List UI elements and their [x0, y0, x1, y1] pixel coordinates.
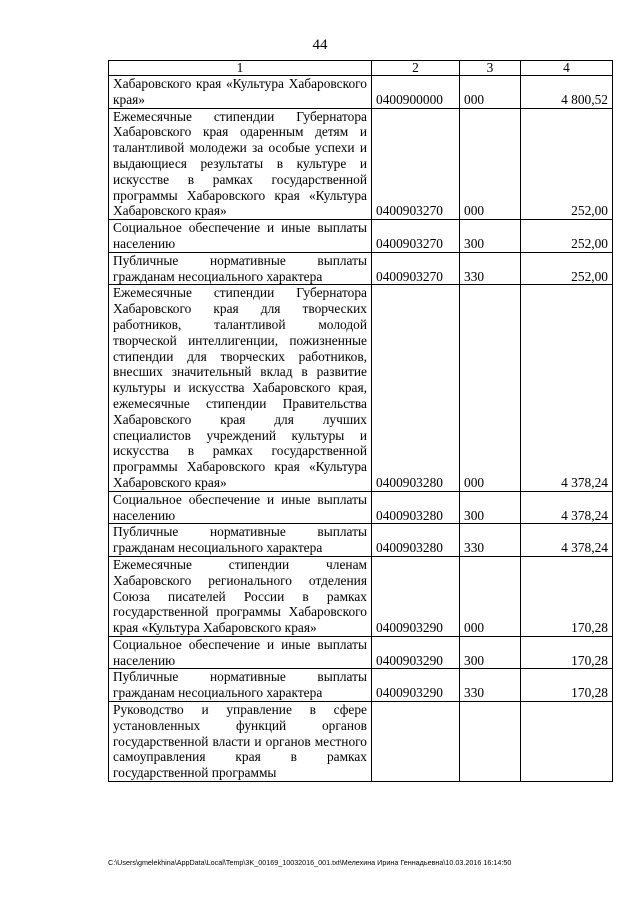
- header-cell: 3: [460, 61, 521, 76]
- page-number: 44: [312, 37, 328, 53]
- row-code: [372, 702, 460, 782]
- row-code: 0400903290: [372, 636, 460, 669]
- table-row: [109, 220, 613, 253]
- row-kvr: [460, 702, 521, 782]
- row-name: Ежемесячные стипендии членам Хабаровского регионального отделения Союза писателей России в рамках государственной программы Хабаровского края «Культура Хабаровского края»: [109, 556, 372, 636]
- table-row: [109, 524, 613, 557]
- row-sum: 4 800,52: [521, 76, 613, 109]
- row-code: 0400903280: [372, 524, 460, 557]
- row-kvr: 300: [460, 636, 521, 669]
- row-kvr: 330: [460, 524, 521, 557]
- row-kvr: 000: [460, 108, 521, 220]
- footer-file-path: C:\Users\gmelekhina\AppData\Local\Temp\3K_00169_10032016_001.txt\Мелехина Ирина Геннадьевна\10.03.2016 16:14:50: [108, 858, 512, 867]
- row-name: Хабаровского края «Культура Хабаровского края»: [109, 76, 372, 109]
- row-name: Ежемесячные стипендии Губернатора Хабаровского края одаренным детям и талантливой молодежи за особые успехи и выдающиеся результаты в культуре и искусстве в рамках государственной программы Хабаровского края «Культура Хабаровского края»: [109, 108, 372, 220]
- table-header-row: [109, 61, 613, 76]
- row-name: Публичные нормативные выплаты гражданам несоциального характера: [109, 524, 372, 557]
- header-cell: 2: [372, 61, 460, 76]
- row-code: 0400903270: [372, 220, 460, 253]
- header-cell: 4: [521, 61, 613, 76]
- row-code: 0400903280: [372, 285, 460, 491]
- row-name: Публичные нормативные выплаты гражданам несоциального характера: [109, 252, 372, 285]
- table-row: [109, 108, 613, 220]
- row-sum: 4 378,24: [521, 285, 613, 491]
- row-sum: 252,00: [521, 220, 613, 253]
- row-name: Руководство и управление в сфере установленных функций органов государственной власти и органов местного самоуправления края в рамках государственной программы: [109, 702, 372, 782]
- table-row: [109, 556, 613, 636]
- table-row: [109, 702, 613, 782]
- table-row: [109, 252, 613, 285]
- row-code: 0400903280: [372, 491, 460, 524]
- table-row: [109, 669, 613, 702]
- header-cell: 1: [109, 61, 372, 76]
- row-code: 0400903290: [372, 669, 460, 702]
- row-sum: 252,00: [521, 252, 613, 285]
- table-row: [109, 285, 613, 491]
- row-kvr: 300: [460, 491, 521, 524]
- row-code: 0400903290: [372, 556, 460, 636]
- row-sum: 170,28: [521, 669, 613, 702]
- table-row: [109, 76, 613, 109]
- row-kvr: 330: [460, 669, 521, 702]
- row-code: 0400900000: [372, 76, 460, 109]
- row-sum: 170,28: [521, 636, 613, 669]
- row-name: Публичные нормативные выплаты гражданам несоциального характера: [109, 669, 372, 702]
- row-code: 0400903270: [372, 252, 460, 285]
- row-sum: 4 378,24: [521, 524, 613, 557]
- row-kvr: 000: [460, 285, 521, 491]
- row-name: Социальное обеспечение и иные выплаты населению: [109, 491, 372, 524]
- row-sum: 4 378,24: [521, 491, 613, 524]
- row-sum: [521, 702, 613, 782]
- row-name: Социальное обеспечение и иные выплаты населению: [109, 636, 372, 669]
- row-kvr: 300: [460, 220, 521, 253]
- row-name: Ежемесячные стипендии Губернатора Хабаровского края для творческих работников, талантливой молодой творческой интеллигенции, пожизненные стипендии для творческих работников, внесших значительный вклад в развитие культуры и искусства Хабаровского края, ежемесячные стипендии Правительства Хабаровского края для лучших специалистов учреждений культуры и искусства в рамках государственной программы Хабаровского края «Культура Хабаровского края»: [109, 285, 372, 491]
- table-row: [109, 491, 613, 524]
- row-kvr: 000: [460, 76, 521, 109]
- row-kvr: 330: [460, 252, 521, 285]
- row-sum: 252,00: [521, 108, 613, 220]
- row-kvr: 000: [460, 556, 521, 636]
- table-row: [109, 636, 613, 669]
- budget-table: [108, 60, 613, 782]
- row-name: Социальное обеспечение и иные выплаты населению: [109, 220, 372, 253]
- row-code: 0400903270: [372, 108, 460, 220]
- row-sum: 170,28: [521, 556, 613, 636]
